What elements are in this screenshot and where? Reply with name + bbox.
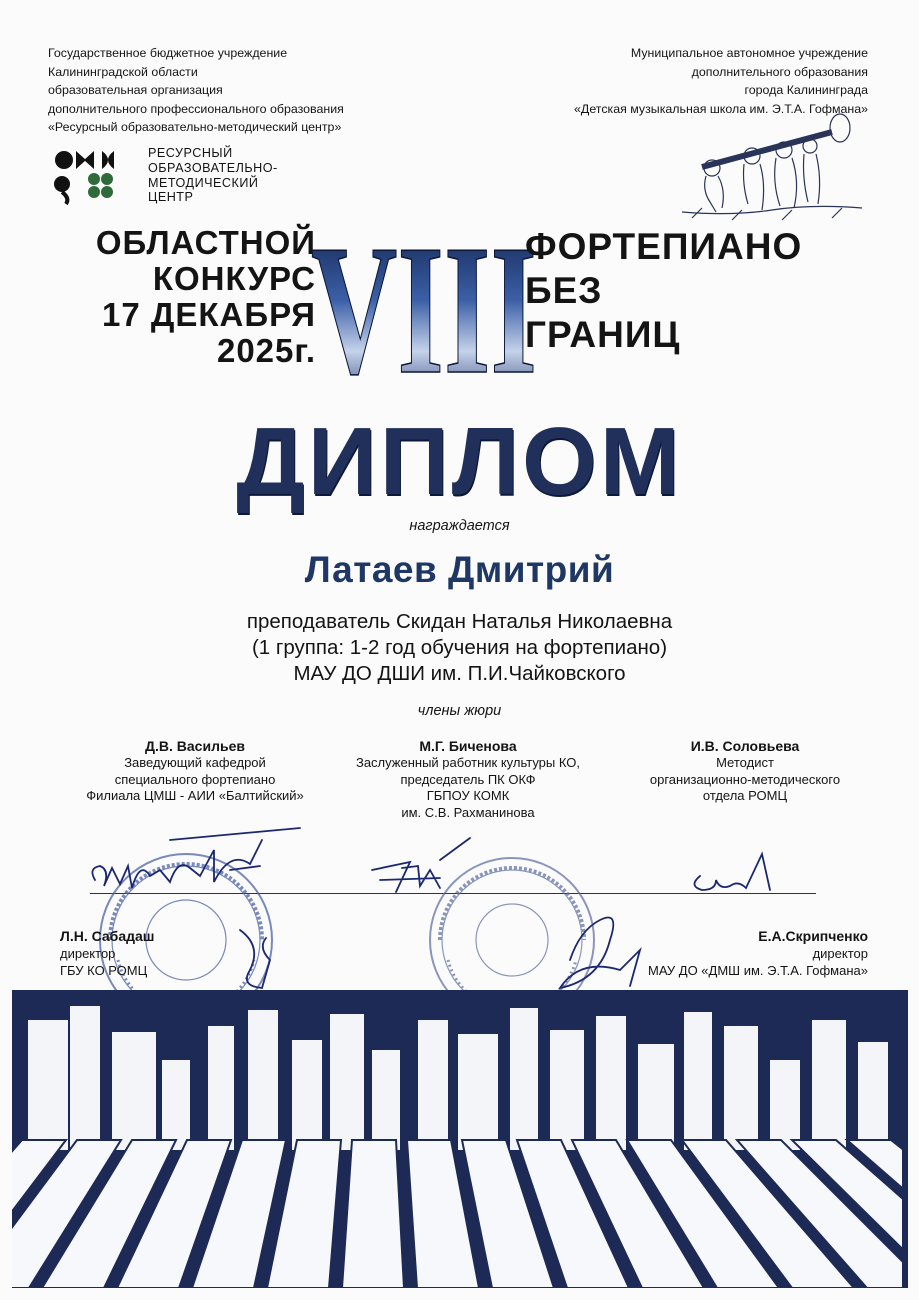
signature-solovieva xyxy=(694,854,770,890)
skyline-tower xyxy=(208,1026,234,1150)
issuer-left-line: «Ресурсный образовательно-методический центр» xyxy=(48,120,342,134)
stamps-and-signatures xyxy=(0,810,919,1010)
issuer-right-line: города Калининграда xyxy=(744,83,868,97)
skyline-tower xyxy=(162,1060,190,1150)
logo-text-line: ЦЕНТР xyxy=(148,190,194,205)
issuer-right-line: дополнительного образования xyxy=(691,64,868,79)
teacher-line: преподаватель Скидан Наталья Николаевна xyxy=(246,610,673,633)
contest-date: 17 ДЕКАБРЯ xyxy=(102,296,316,333)
issuer-left-line: дополнительного профессионального образования xyxy=(48,101,344,116)
skyline-tower xyxy=(770,1060,800,1150)
jury-member-name: И.В. Соловьева xyxy=(690,738,800,754)
skyline-tower xyxy=(458,1034,498,1150)
awarded-label: награждается xyxy=(409,518,510,534)
skyline-tower xyxy=(684,1012,712,1150)
piano-edge xyxy=(902,1140,908,1288)
jury-member-title: Заслуженный работник культуры КО, xyxy=(355,755,581,770)
director-role: директор xyxy=(812,946,868,961)
director-org: МАУ ДО «ДМШ им. Э.Т.А. Гофмана» xyxy=(647,963,868,978)
piano-white-key xyxy=(342,1140,404,1288)
jury-member-title: специального фортепиано xyxy=(114,771,276,787)
roman-numeral-text: VIII xyxy=(311,216,537,384)
contest-name-line: ФОРТЕПИАНО xyxy=(525,226,803,267)
skyline-tower xyxy=(330,1014,364,1150)
contest-name-line: ГРАНИЦ xyxy=(525,314,681,355)
jury-member-title: Филиала ЦМШ - АИИ «Балтийский» xyxy=(86,788,304,804)
issuer-right-line: «Детская музыкальная школа им. Э.Т.А. Гофмана» xyxy=(574,101,868,116)
skyline-tower xyxy=(812,1020,846,1150)
skyline-tower xyxy=(550,1030,584,1150)
logo-text-line: МЕТОДИЧЕСКИЙ xyxy=(148,175,259,190)
director-right xyxy=(560,928,868,979)
issuer-right-line: Муниципальное автономное учреждение xyxy=(630,46,868,60)
piano-keys-skyline-decoration xyxy=(12,990,908,1288)
contest-year: 2025г. xyxy=(216,332,316,369)
skyline-tower xyxy=(724,1026,758,1150)
director-role: директор xyxy=(60,946,116,961)
diploma-title: ДИПЛОМ xyxy=(236,408,683,515)
jury-member-title: Методист xyxy=(716,755,774,770)
jury-heading: члены жюри xyxy=(417,703,502,719)
issuer-left-line: Государственное бюджетное учреждение xyxy=(48,46,288,60)
jury-member-name: Д.В. Васильев xyxy=(145,738,245,754)
recipient-name: Латаев Дмитрий xyxy=(304,549,615,590)
skyline-tower xyxy=(248,1010,278,1150)
issuer-left-organization xyxy=(48,44,408,137)
director-name: Е.А.Скрипченко xyxy=(758,928,868,944)
skyline-tower xyxy=(858,1042,888,1150)
skyline-tower xyxy=(112,1032,156,1150)
school-line: МАУ ДО ДШИ им. П.И.Чайковского xyxy=(293,662,626,685)
jury-member xyxy=(70,737,320,805)
director-left xyxy=(60,928,154,979)
skyline-tower xyxy=(418,1020,448,1150)
jury-member xyxy=(620,737,870,805)
signature-vasiliev xyxy=(92,828,300,888)
jury-member-title: отдела РОМЦ xyxy=(702,788,788,804)
jury-member xyxy=(330,737,606,821)
contest-number-numeral xyxy=(306,216,542,384)
contest-label: ОБЛАСТНОЙ xyxy=(95,224,316,261)
logo-text-line: РЕСУРСНЫЙ xyxy=(148,146,233,160)
recipient-details xyxy=(0,609,919,687)
jury-member-title: Заведующий кафедрой xyxy=(124,755,266,770)
romc-logo-text xyxy=(148,146,278,205)
jury-member-title: им. С.В. Рахманинова xyxy=(401,804,535,820)
skyline-tower xyxy=(292,1040,322,1150)
signature-sabadash xyxy=(240,930,270,988)
contest-info-left xyxy=(40,225,316,369)
jury-member-title: председатель ПК ОКФ xyxy=(400,771,536,787)
group-line: (1 группа: 1-2 год обучения на фортепиано) xyxy=(251,636,668,659)
romc-logo-icon xyxy=(52,148,136,206)
issuer-left-line: образовательная организация xyxy=(48,83,223,97)
jury-member-name: М.Г. Биченова xyxy=(419,738,517,754)
jury-member-title: ГБПОУ КОМК xyxy=(426,788,510,804)
issuer-left-line: Калининградской области xyxy=(48,64,198,79)
contest-name-line: БЕЗ xyxy=(525,270,603,311)
director-org: ГБУ КО РОМЦ xyxy=(60,963,148,978)
skyline-tower xyxy=(596,1016,626,1150)
gnomes-sketch-illustration xyxy=(672,112,868,224)
skyline-tower xyxy=(70,1006,100,1150)
contest-name xyxy=(525,225,802,357)
skyline-tower xyxy=(638,1044,674,1150)
issuer-right-organization xyxy=(520,44,868,118)
director-name: Л.Н. Сабадаш xyxy=(60,928,155,944)
skyline-tower xyxy=(510,1008,538,1150)
skyline-tower xyxy=(372,1050,400,1150)
jury-member-title: организационно-методического xyxy=(649,771,841,787)
signature-bichenova xyxy=(372,838,470,892)
skyline-tower xyxy=(28,1020,68,1150)
logo-text-line: ОБРАЗОВАТЕЛЬНО- xyxy=(148,160,278,175)
contest-label: КОНКУРС xyxy=(152,260,316,297)
